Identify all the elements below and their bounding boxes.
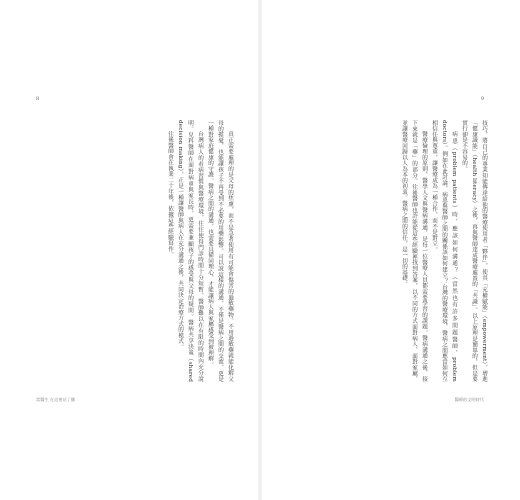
- paragraph: 技巧，將自己的專業知能傳達給他的醫療使用者「夥伴」，使其「充權賦能」（empowerment），增進「健康識能」（health literacy）之後，再與醫師達成醫療處置的「共識」。以上原理是簡單的，但是要實行卻是不容易的。: [461, 120, 487, 382]
- left-page-body: [60, 120, 235, 382]
- paragraph: 醫療倫理的原則、醫學人文與醫病溝通，是每一位醫療人員都需要學習的課題。醫病溝通之後，接下來就是「藥」的部分。往後醫師也許能從這些經驗裡找到答案，以不同的方式面對病人，面對家屬，並讓醫療回歸以人為本的初衷。醫病之間的信任，是一切的基礎。: [401, 120, 427, 382]
- paragraph: 病患（problem patients）時，應該如何溝通？（當然也有許多問題醫師，problem doctors）。例如在此討論，病患與醫師之間的關係該如何建立？台灣的醫療環境，醫病之間應當如何互相信任與尊重，讓醫療成為一種合作，而不是對立。: [431, 120, 457, 382]
- right-page-body: [284, 120, 489, 382]
- right-page: [260, 0, 520, 500]
- left-running-footer: 當醫生 在這裡站了腳: [36, 397, 76, 402]
- left-page-number: 8: [36, 96, 40, 102]
- right-page-number: 9: [480, 96, 484, 102]
- right-running-footer: 醫療的文明時代: [454, 397, 484, 402]
- paragraph: 真正需要處理的是父母的焦慮，而不是急著使用有可能會傷害的過敏藥物。不用過敏藥就能化解父母的擔憂，也能讓孩子不再受到不必要的用藥影響。可以說這樣的溝通，不僅是醫病之間的交流，更是一種對家庭健康的守護。醫病之間的溝通，也需要具備同理心，才能讓病人與家屬感受到被理解。: [207, 120, 233, 382]
- paragraph: 往後醫師會在執業二十年後，依據這些經驗寫作。: [167, 131, 173, 258]
- paragraph: 台灣病人的看病習慣與醫療環境，往往使得門診時間十分短暫，醫師難以在有限的時間內充分說明。兒科醫師在面對病童與家長時，更需要兼顧孩子的感受與父母的疑問。醫病共享決策（shared decision making），正是一種讓醫師與病人在充分溝通之後，共同決定治療方式的模式。: [177, 120, 203, 382]
